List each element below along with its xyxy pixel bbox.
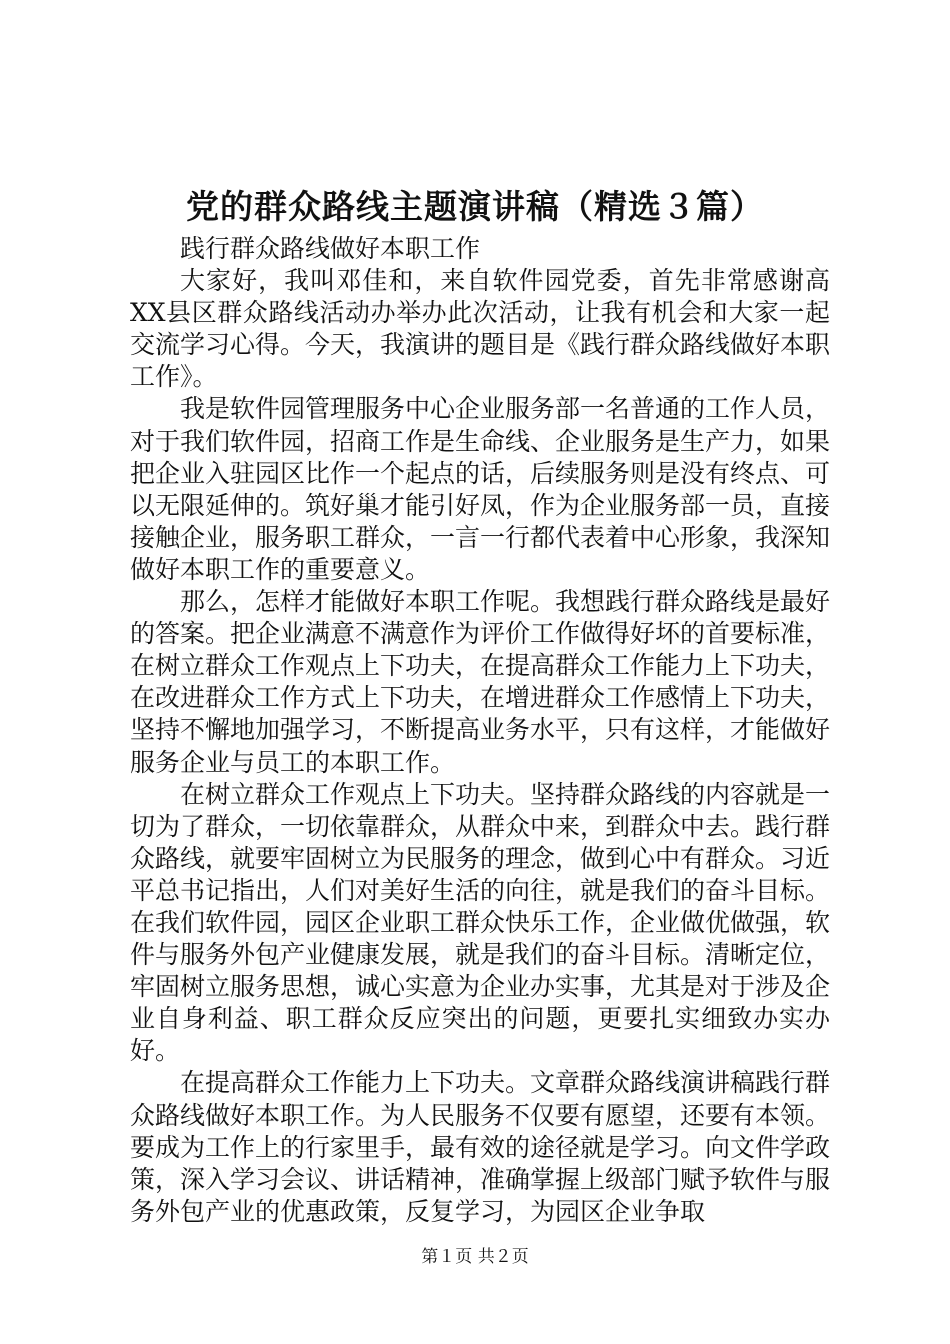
document-body — [130, 233, 830, 1228]
paragraph: 那么，怎样才能做好本职工作呢。我想践行群众路线是最好的答案。把企业满意不满意作为评价工作做得好坏的首要标准，在树立群众工作观点上下功夫，在提高群众工作能力上下功夫，在改进群众工作方式上下功夫，在增进群众工作感情上下功夫，坚持不懈地加强学习，不断提高业务水平，只有这样，才能做好服务企业与员工的本职工作。 — [130, 587, 831, 777]
section-heading: 践行群众路线做好本职工作 — [180, 234, 481, 263]
paragraph: 在提高群众工作能力上下功夫。文章群众路线演讲稿践行群众路线做好本职工作。为人民服务不仅要有愿望，还要有本领。要成为工作上的行家里手，最有效的途径就是学习。向文件学政策，深入学习会议、讲话精神，准确掌握上级部门赋予软件与服务外包产业的优惠政策，反复学习，为园区企业争取 — [130, 1068, 831, 1226]
paragraph: 在树立群众工作观点上下功夫。坚持群众路线的内容就是一切为了群众，一切依靠群众，从群众中来，到群众中去。践行群众路线，就要牢固树立为民服务的理念，做到心中有群众。习近平总书记指出，人们对美好生活的向往，就是我们的奋斗目标。在我们软件园，园区企业职工群众快乐工作，企业做优做强，软件与服务外包产业健康发展，就是我们的奋斗目标。清晰定位，牢固树立服务思想，诚心实意为企业办实事，尤其是对于涉及企业自身利益、职工群众反应突出的问题，更要扎实细致办实办好。 — [130, 779, 831, 1066]
page-number-footer: 第１页 共２页 — [421, 1247, 529, 1267]
paragraph: 我是软件园管理服务中心企业服务部一名普通的工作人员，对于我们软件园，招商工作是生命线、企业服务是生产力，如果把企业入驻园区比作一个起点的话，后续服务则是没有终点、可以无限延伸的。筑好巢才能引好凤，作为企业服务部一员，直接接触企业，服务职工群众，一言一行都代表着中心形象，我深知做好本职工作的重要意义。 — [130, 394, 831, 584]
document-title: 党的群众路线主题演讲稿（精选３篇） — [186, 187, 764, 226]
paragraph: 大家好，我叫邓佳和，来自软件园党委，首先非常感谢高XX县区群众路线活动办举办此次活动，让我有机会和大家一起交流学习心得。今天，我演讲的题目是《践行群众路线做好本职工作》。 — [130, 266, 831, 392]
